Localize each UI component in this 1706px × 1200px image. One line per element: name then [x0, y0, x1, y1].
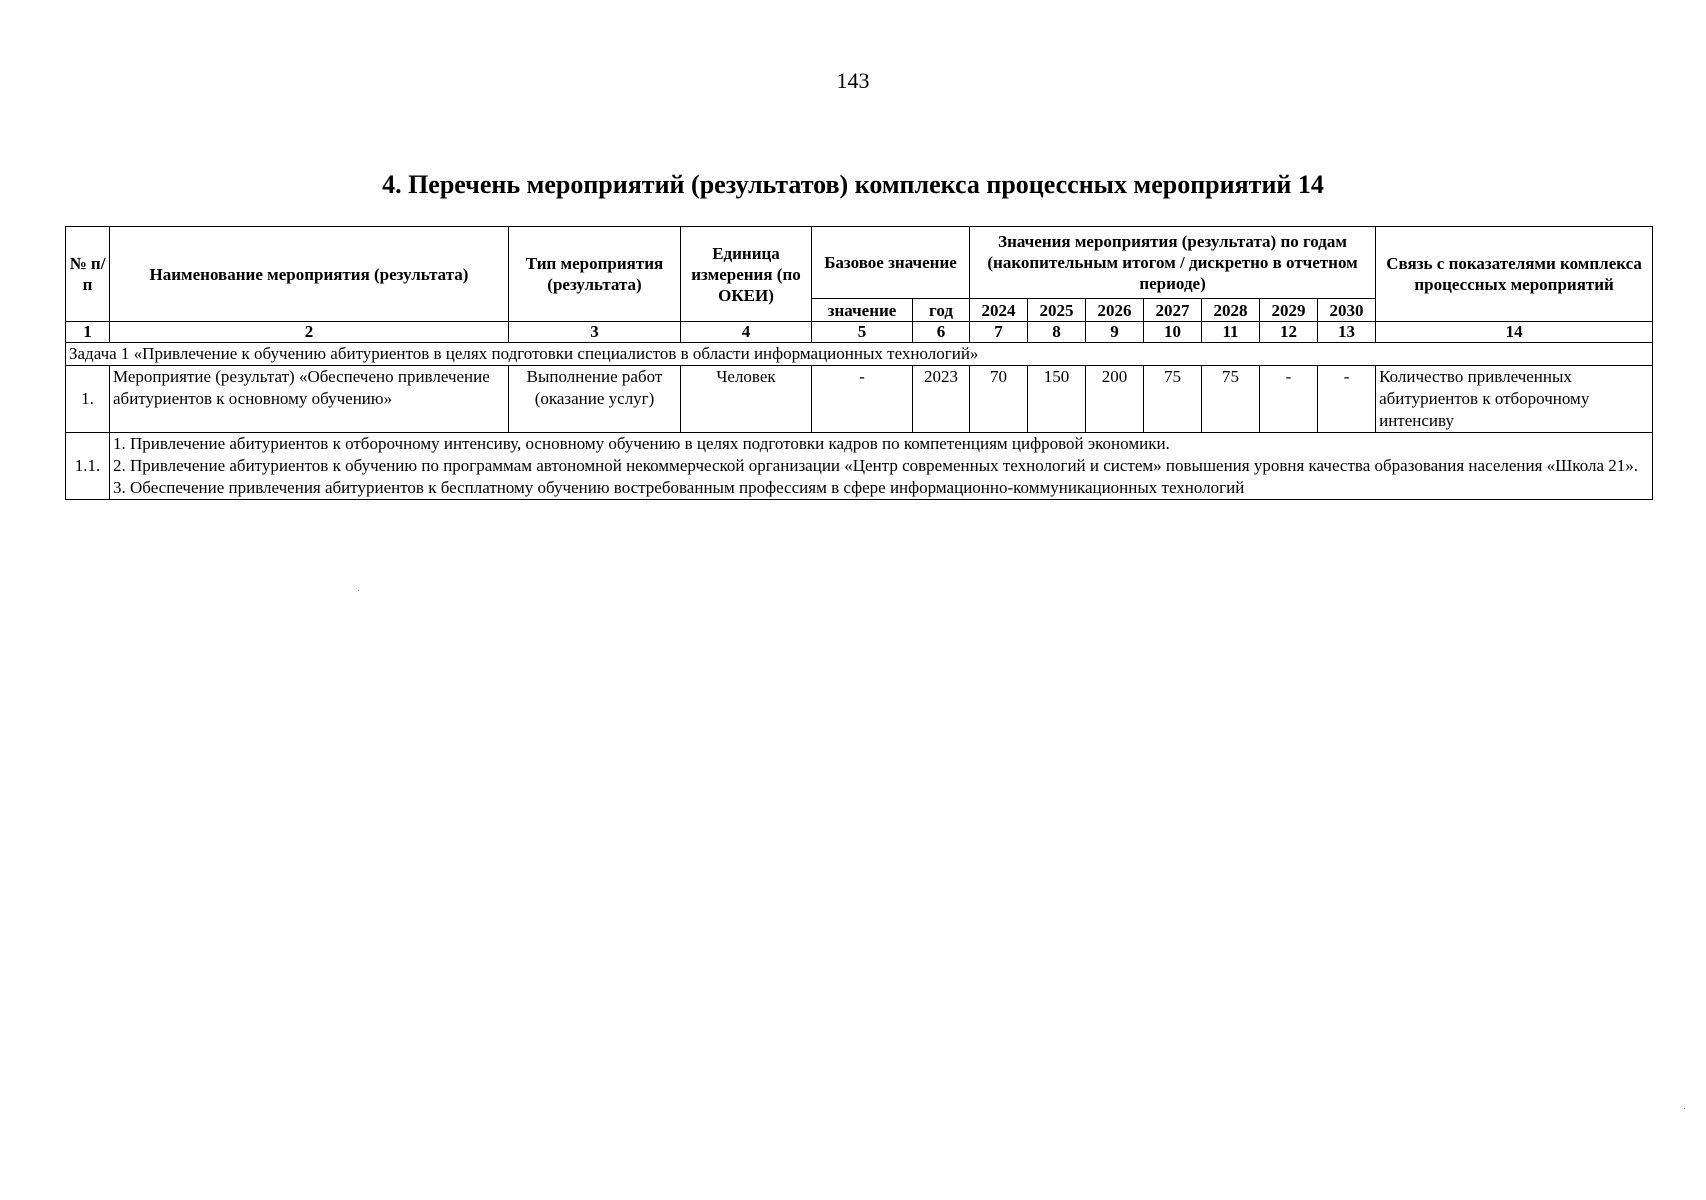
row-value-2029: -	[1260, 366, 1318, 433]
column-number: 6	[913, 322, 970, 343]
header-year-2030: 2030	[1318, 299, 1376, 322]
scan-speck	[358, 590, 359, 591]
header-base: Базовое значение	[812, 227, 970, 299]
column-number: 13	[1318, 322, 1376, 343]
column-number-row	[66, 322, 1653, 343]
header-num: № п/п	[66, 227, 110, 322]
detail-row	[66, 433, 1653, 500]
header-link: Связь с показателями комплекса процессных мероприятий	[1376, 227, 1653, 322]
row-base-year: 2023	[913, 366, 970, 433]
column-number: 4	[681, 322, 812, 343]
page-title: 4. Перечень мероприятий (результатов) комплекса процессных мероприятий 14	[382, 170, 1324, 199]
detail-num: 1.1.	[66, 433, 110, 500]
column-number: 9	[1086, 322, 1144, 343]
row-link: Количество привлеченных абитуриентов к отборочному интенсиву	[1376, 366, 1653, 433]
header-year-2027: 2027	[1144, 299, 1202, 322]
column-number: 1	[66, 322, 110, 343]
header-year-2024: 2024	[970, 299, 1028, 322]
row-num: 1.	[66, 366, 110, 433]
header-base-value: значение	[812, 299, 913, 322]
detail-line: 2. Привлечение абитуриентов к обучению по программам автономной некоммерческой организации «Центр современных технологий и систем» повышения уровня качества образования населения «Школа 21».	[113, 456, 1639, 475]
column-number: 12	[1260, 322, 1318, 343]
measures-table	[65, 226, 1653, 500]
row-value-2024: 70	[970, 366, 1028, 433]
header-values-by-year: Значения мероприятия (результата) по годам (накопительным итогом / дискретно в отчетном периоде)	[970, 227, 1376, 299]
scan-speck	[1684, 1108, 1685, 1109]
row-value-2026: 200	[1086, 366, 1144, 433]
column-number: 5	[812, 322, 913, 343]
row-value-2025: 150	[1028, 366, 1086, 433]
header-year-2028: 2028	[1202, 299, 1260, 322]
header-unit: Единица измерения (по ОКЕИ)	[681, 227, 812, 322]
header-row-1	[66, 227, 1653, 299]
row-value-2027: 75	[1144, 366, 1202, 433]
header-base-year: год	[913, 299, 970, 322]
table-row	[66, 366, 1653, 433]
task-row	[66, 343, 1653, 366]
row-type: Выполнение работ (оказание услуг)	[509, 366, 681, 433]
header-name: Наименование мероприятия (результата)	[110, 227, 509, 322]
row-value-2030: -	[1318, 366, 1376, 433]
row-name: Мероприятие (результат) «Обеспечено привлечение абитуриентов к основному обучению»	[110, 366, 509, 433]
row-value-2028: 75	[1202, 366, 1260, 433]
header-year-2025: 2025	[1028, 299, 1086, 322]
column-number: 7	[970, 322, 1028, 343]
page-number: 143	[836, 68, 870, 93]
detail-line: 1. Привлечение абитуриентов к отборочному интенсиву, основному обучению в целях подготовки кадров по компетенциям цифровой экономики.	[113, 434, 1170, 453]
header-year-2029: 2029	[1260, 299, 1318, 322]
row-base-value: -	[812, 366, 913, 433]
row-unit: Человек	[681, 366, 812, 433]
column-number: 2	[110, 322, 509, 343]
column-number: 10	[1144, 322, 1202, 343]
header-type: Тип мероприятия (результата)	[509, 227, 681, 322]
detail-line: 3. Обеспечение привлечения абитуриентов к бесплатному обучению востребованным профессиям в сфере информационно-коммуникационных технологий	[113, 478, 1245, 497]
column-number: 8	[1028, 322, 1086, 343]
header-year-2026: 2026	[1086, 299, 1144, 322]
column-number: 14	[1376, 322, 1653, 343]
task-text: Задача 1 «Привлечение к обучению абитуриентов в целях подготовки специалистов в области информационных технологий»	[66, 343, 1653, 366]
column-number: 3	[509, 322, 681, 343]
detail-text	[110, 433, 1653, 500]
column-number: 11	[1202, 322, 1260, 343]
